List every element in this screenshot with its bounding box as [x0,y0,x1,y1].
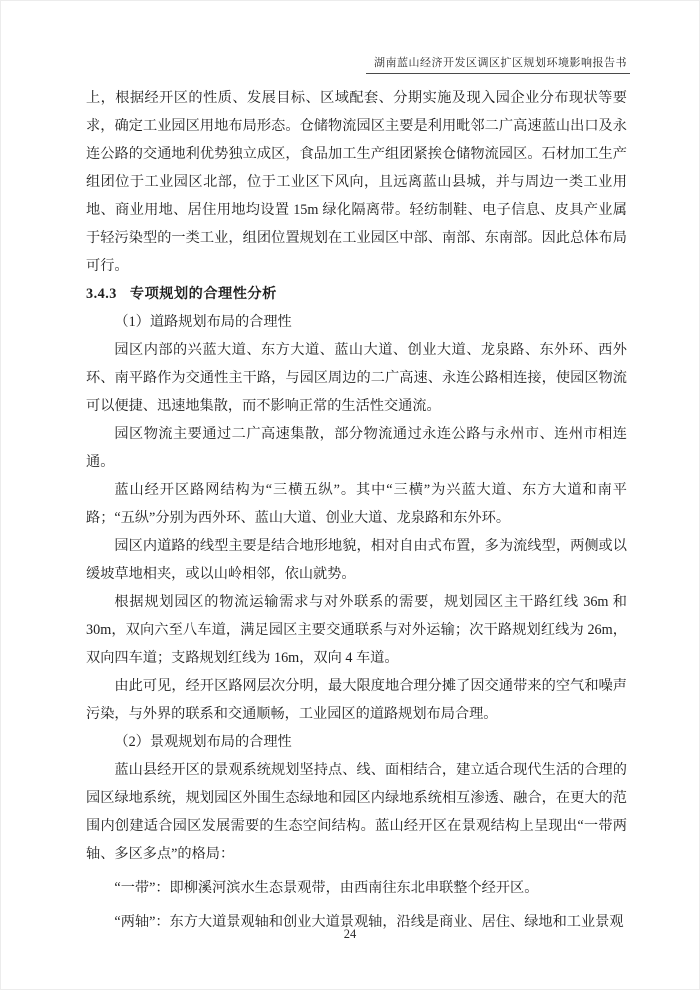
paragraph-continuation: 上，根据经开区的性质、发展目标、区域配套、分期实施及现入园企业分布现状等要求，确定工业园区用地布局形态。仓储物流园区主要是利用毗邻二广高速蓝山出口及永连公路的交通地利优势独立成区，食品加工生产组团紧挨仓储物流园区。石材加工生产组团位于工业园区北部，位于工业区下风向，且远离蓝山县城，并与周边一类工业用地、商业用地、居住用地均设置 15m 绿化隔离带。轻纺制鞋、电子信息、皮具产业属于轻污染型的一类工业，组团位置规划在工业园区中部、南部、东南部。因此总体布局可行。 [86,90,627,274]
page-number: 24 [343,927,357,941]
paragraph-road-conclusion: 由此可见，经开区路网层次分明，最大限度地合理分摊了因交通带来的空气和噪声污染，与外界的联系和交通顺畅，工业园区的道路规划布局合理。 [86,678,627,722]
section-heading [86,280,627,308]
document-body [86,84,627,936]
paragraph-grid-structure: 蓝山经开区路网结构为“三横五纵”。其中“三横”为兴蓝大道、东方大道和南平路；“五纵”分别为西外环、蓝山大道、创业大道、龙泉路和东外环。 [86,482,627,526]
subheading-landscape-planning: （2）景观规划布局的合理性 [114,734,292,750]
section-heading-title: 专项规划的合理性分析 [129,286,277,302]
paragraph-two-axes: “两轴”：东方大道景观轴和创业大道景观轴，沿线是商业、居住、绿地和工业景观 [114,914,624,930]
paragraph-one-belt: “一带”：即柳溪河滨水生态景观带，由西南往东北串联整个经开区。 [114,880,539,896]
paragraph-road-network: 园区内部的兴蓝大道、东方大道、蓝山大道、创业大道、龙泉路、东外环、西外环、南平路作为交通性主干路，与园区周边的二广高速、永连公路相连接，使园区物流可以便捷、迅速地集散，而不影响正常的生活性交通流。 [86,342,627,414]
header-title: 湖南蓝山经济开发区调区扩区规划环境影响报告书 [374,57,627,69]
paragraph-landscape-system: 蓝山县经开区的景观系统规划坚持点、线、面相结合，建立适合现代生活的合理的园区绿地系统，规划园区外围生态绿地和园区内绿地系统相互渗透、融合，在更大的范围内创建适合园区发展需要的生态空间结构。蓝山经开区在景观结构上呈现出“一带两轴、多区多点”的格局： [86,762,627,862]
section-heading-number: 3.4.3 [86,286,117,302]
paragraph-road-alignment: 园区内道路的线型主要是结合地形地貌，相对自由式布置，多为流线型，两侧或以缓坡草地相夹，或以山岭相邻，依山就势。 [86,538,627,582]
paragraph-road-redline: 根据规划园区的物流运输需求与对外联系的需要，规划园区主干路红线 36m 和 30m，双向六至八车道，满足园区主要交通联系与对外运输；次干路规划红线为 26m，双向四车道；支路规划红线为 16m，双向 4 车道。 [86,594,627,666]
subheading-road-planning: （1）道路规划布局的合理性 [114,314,292,330]
paragraph-logistics: 园区物流主要通过二广高速集散，部分物流通过永连公路与永州市、连州市相连通。 [86,426,627,470]
page-header [366,54,630,74]
